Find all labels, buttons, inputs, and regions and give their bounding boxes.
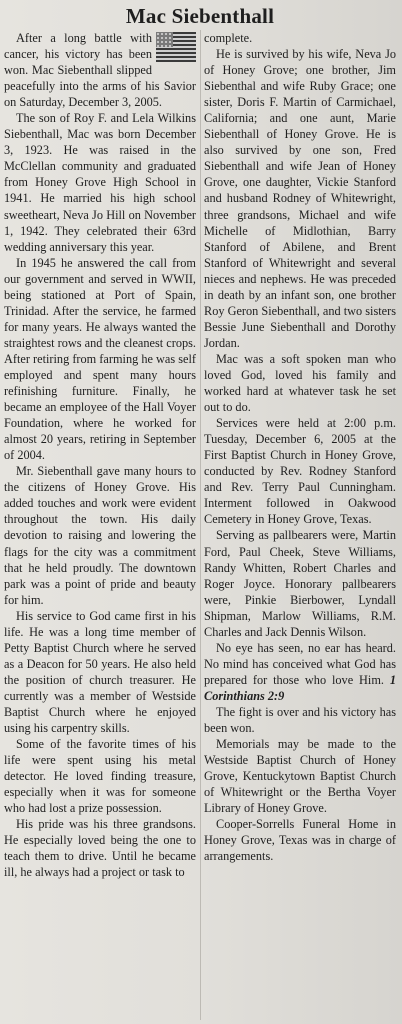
scripture-quote (204, 640, 396, 704)
paragraph: Mr. Siebenthall gave many hours to the citizens of Honey Grove. His added touches and work were evident throughout the town. His daily devotion to raising and lowering the flags for the city was a commitment that he held proudly. The downtown park was a point of pride and beauty for him. (4, 464, 196, 607)
paragraph: He is survived by his wife, Neva Jo of Honey Grove; one brother, Jim Siebenthal and wife Ruby Grace; one sister, Doris F. Martin of Carmichael, California; and one aunt, Marie Siebenthall of Honey Grove. He is also survived by one son, Fred Siebenthall and wife Jean of Honey Grove, one daughter, Vickie Stanford and husband Rodney of Whitewright, three grandsons, Michael and wife Michelle of Midlothian, Barry Stanford of Abilene, and Brent Stanford of Whitewright and several nieces and nephews. He was preceded in death by an infant son, one brother Roy Geron Siebenthall, and two sisters Bessie June Siebenthall and Dorothy Jordan. (204, 47, 396, 350)
paragraph: Memorials may be made to the Westside Baptist Church of Honey Grove, Kentuckytown Baptist Church of Whitewright or the Bertha Voyer Library of Honey Grove. (204, 737, 396, 816)
paragraph: After a long battle with cancer, his victory has been won. Mac Siebenthall slipped peacefully into the arms of his Savior on Saturday, December 3, 2005. (4, 31, 196, 110)
paragraph: Mac was a soft spoken man who loved God, loved his family and worked hard at whatever task he set out to do. (204, 351, 396, 415)
paragraph: Services were held at 2:00 p.m. Tuesday, December 6, 2005 at the First Baptist Church in Honey Grove, conducted by Rev. Rodney Stanford and Rev. Terry Paul Cunningham. Interment followed in Oakwood Cemetery in Honey Grove, Texas. (204, 416, 396, 527)
paragraph: Serving as pallbearers were, Martin Ford, Paul Cheek, Steve Williams, Randy Whitten, Robert Charles and Roger Joyce. Honorary pallbearers were, Pinkie Bierbower, Lyndall Shipman, Marlow Williams, R.M. Charles and Jack Dennis Wilson. (204, 528, 396, 639)
scripture-text: No eye has seen, no ear has heard. No mind has conceived what God has prepared for those who love Him. (204, 640, 396, 687)
paragraph: Some of the favorite times of his life were spent using his metal detector. He loved finding treasure, especially when it was for someone who had lost a prize possession. (4, 737, 196, 816)
american-flag-icon (156, 32, 196, 62)
paragraph: His service to God came first in his life. He was a long time member of Petty Baptist Church where he served as a Deacon for 50 years. He also held the position of church treasurer. He currently was a member of Westside Baptist Church where he enjoyed using his carpentry skills. (4, 608, 196, 736)
paragraph: Cooper-Sorrells Funeral Home in Honey Grove, Texas was in charge of arrangements. (204, 817, 396, 864)
right-column (204, 30, 396, 880)
paragraph: His pride was his three grandsons. He especially loved being the one to teach them to drive. Until he became ill, he always had a project or task to (4, 817, 196, 880)
column-divider (200, 30, 201, 1020)
left-column (4, 30, 196, 880)
paragraph: In 1945 he answered the call from our government and served in WWII, being stationed at Port of Spain, Trinidad. After the service, he farmed for many years. He always wanted the straightest rows and the cleanest crops. After retiring from farming he was self employed and spent many hours refinishing furniture. Finally, he became an employee of the Hall Voyer Foundation, where he worked for almost 20 years, retiring in September of 2004. (4, 255, 196, 463)
paragraph: complete. (204, 31, 253, 45)
obituary-title: Mac Siebenthall (125, 4, 275, 28)
paragraph: The fight is over and his victory has been won. (204, 704, 396, 736)
scripture-reference: 1 Corinthians 2:9 (204, 672, 396, 703)
paragraph: The son of Roy F. and Lela Wilkins Siebenthall, Mac was born December 3, 1923. He was raised in the McClellan community and graduated from Honey Grove High School in 1941. He married his high school sweetheart, Neva Jo Hill on November 1, 1942. They celebrated their 63rd wedding anniversary this year. (4, 111, 196, 254)
